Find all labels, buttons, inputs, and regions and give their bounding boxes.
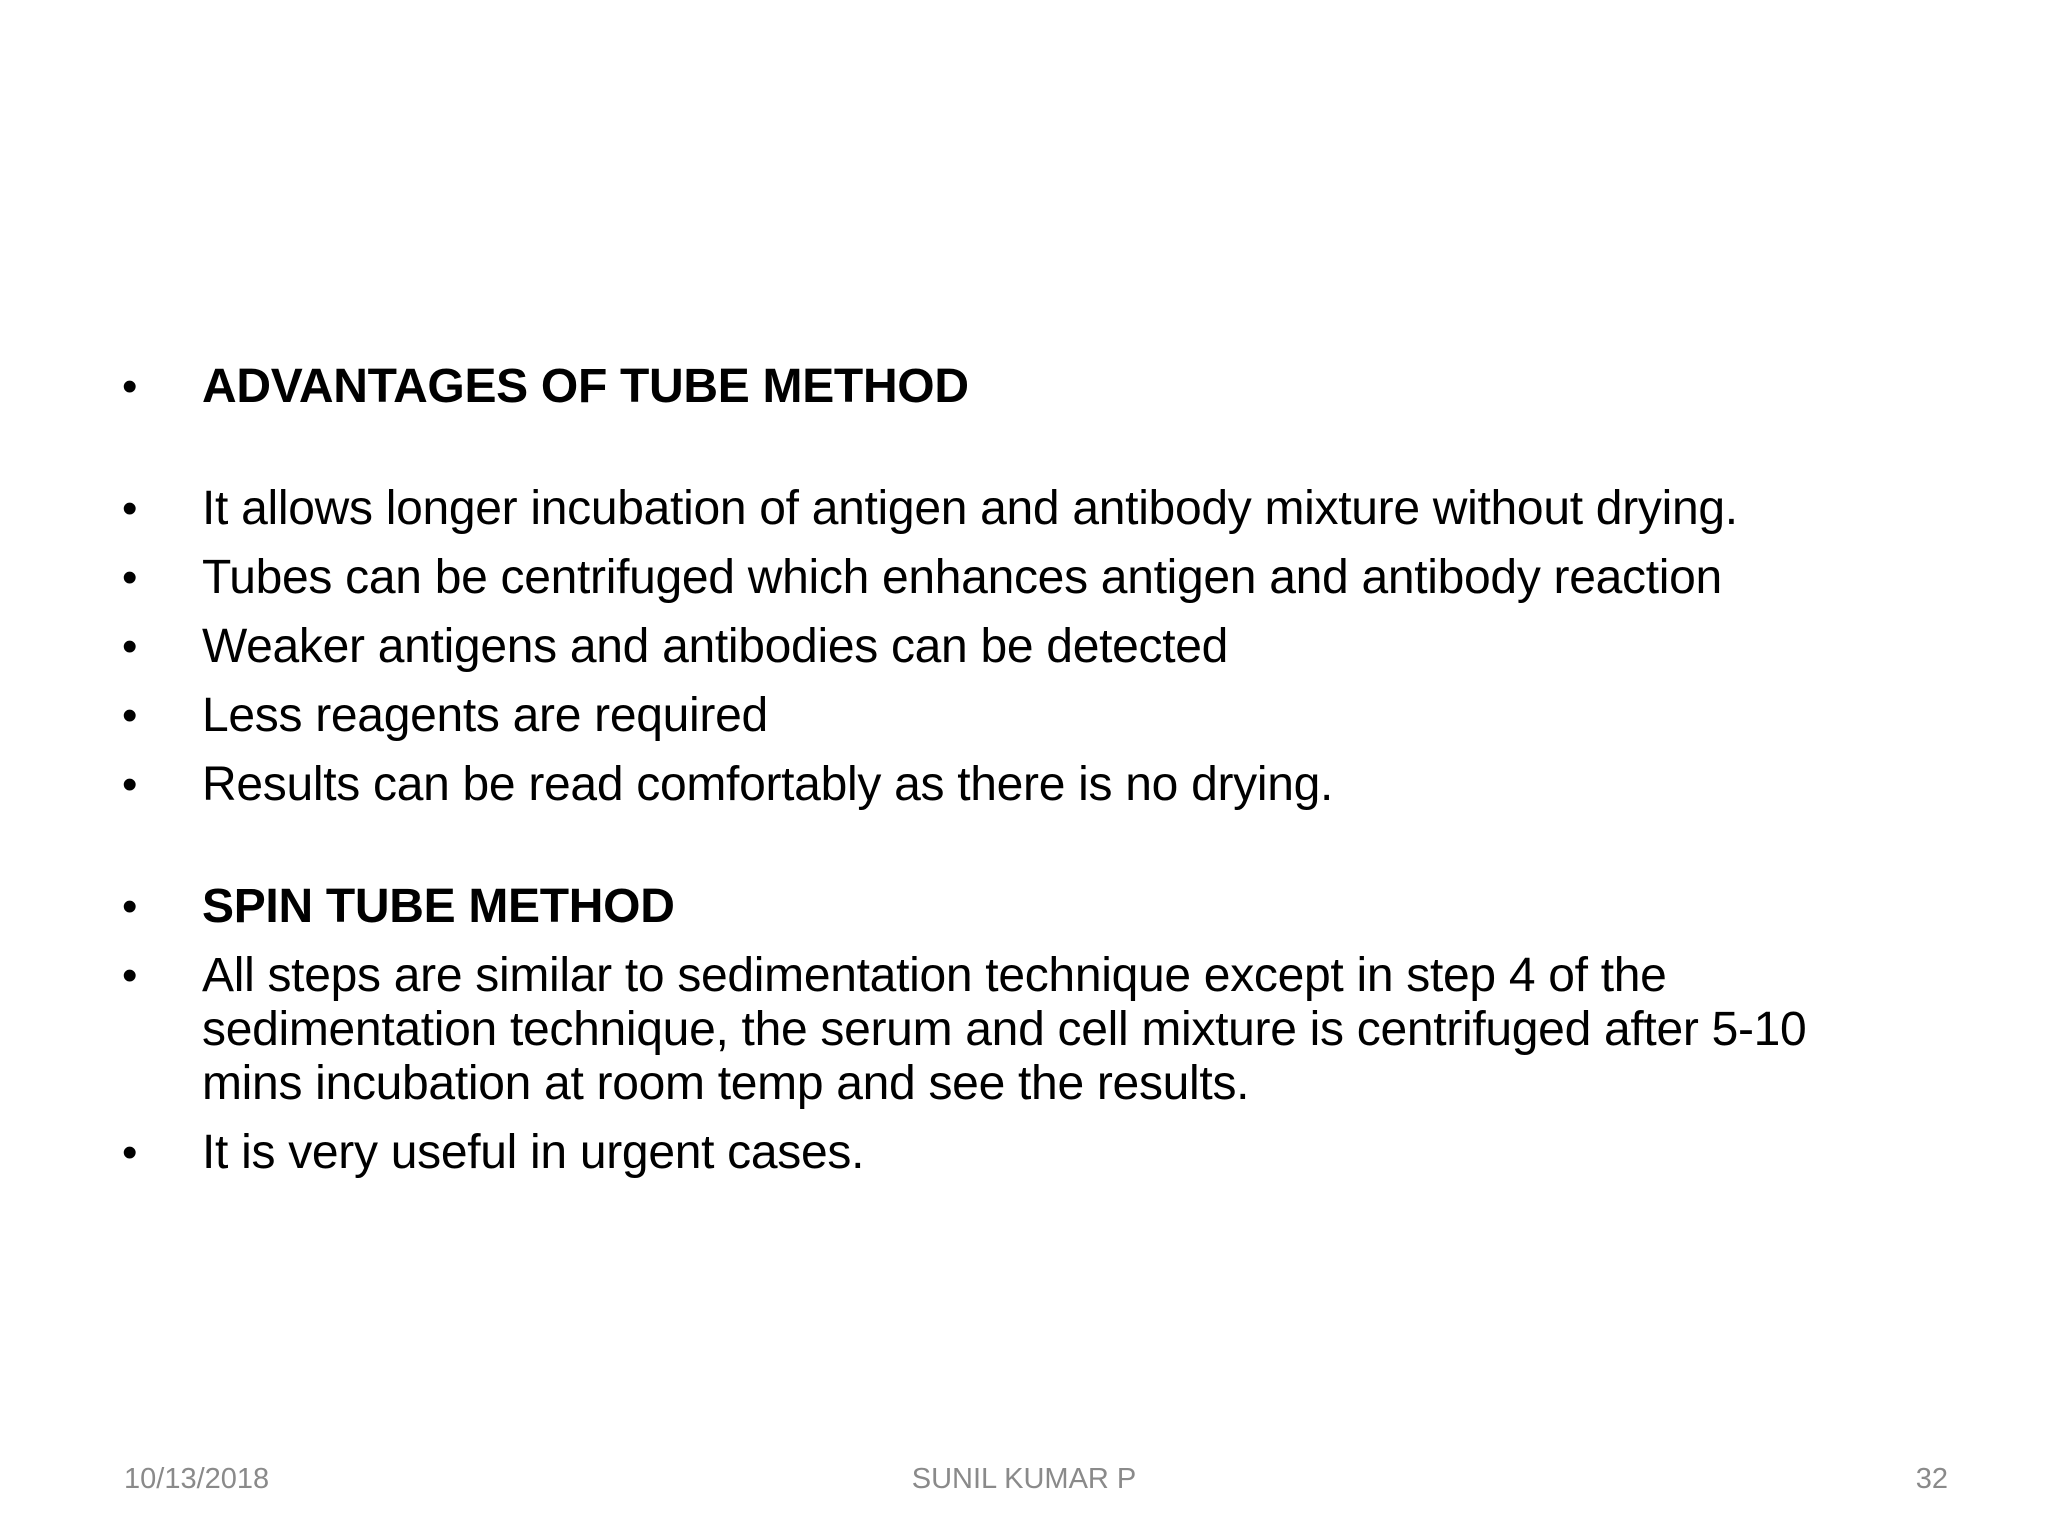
bullet-text: Weaker antigens and antibodies can be detected bbox=[202, 620, 1229, 673]
bullet-item bbox=[122, 551, 1922, 605]
bullet-icon: • bbox=[122, 951, 138, 1000]
bullet-heading-spin-tube bbox=[122, 880, 1922, 934]
bullet-icon: • bbox=[122, 691, 138, 740]
bullet-text: Tubes can be centrifuged which enhances antigen and antibody reaction bbox=[202, 551, 1722, 604]
footer-author: SUNIL KUMAR P bbox=[911, 1463, 1137, 1495]
bullet-text: All steps are similar to sedimentation technique except in step 4 of the sedimentation technique, the serum and cell mixture is centrifuged after 5-10 mins incubation at room temp and see the results. bbox=[202, 949, 1807, 1110]
bullet-item bbox=[122, 620, 1922, 674]
bullet-list bbox=[122, 360, 1922, 1195]
bullet-text: SPIN TUBE METHOD bbox=[202, 880, 675, 933]
bullet-text: It is very useful in urgent cases. bbox=[202, 1126, 865, 1179]
bullet-item bbox=[122, 1126, 1922, 1180]
bullet-text: Less reagents are required bbox=[202, 689, 768, 742]
footer-page-number: 32 bbox=[1915, 1463, 1948, 1495]
footer-date: 10/13/2018 bbox=[124, 1463, 270, 1495]
bullet-text: ADVANTAGES OF TUBE METHOD bbox=[202, 360, 969, 413]
bullet-heading-advantages bbox=[122, 360, 1922, 414]
bullet-icon: • bbox=[122, 362, 138, 411]
bullet-item bbox=[122, 758, 1922, 812]
bullet-text: It allows longer incubation of antigen and antibody mixture without drying. bbox=[202, 482, 1738, 535]
bullet-icon: • bbox=[122, 553, 138, 602]
bullet-item bbox=[122, 949, 1922, 1111]
bullet-item bbox=[122, 482, 1922, 536]
bullet-icon: • bbox=[122, 484, 138, 533]
bullet-icon: • bbox=[122, 1128, 138, 1177]
bullet-icon: • bbox=[122, 760, 138, 809]
bullet-icon: • bbox=[122, 622, 138, 671]
bullet-icon: • bbox=[122, 882, 138, 931]
bullet-item bbox=[122, 689, 1922, 743]
bullet-text: Results can be read comfortably as there is no drying. bbox=[202, 758, 1334, 811]
